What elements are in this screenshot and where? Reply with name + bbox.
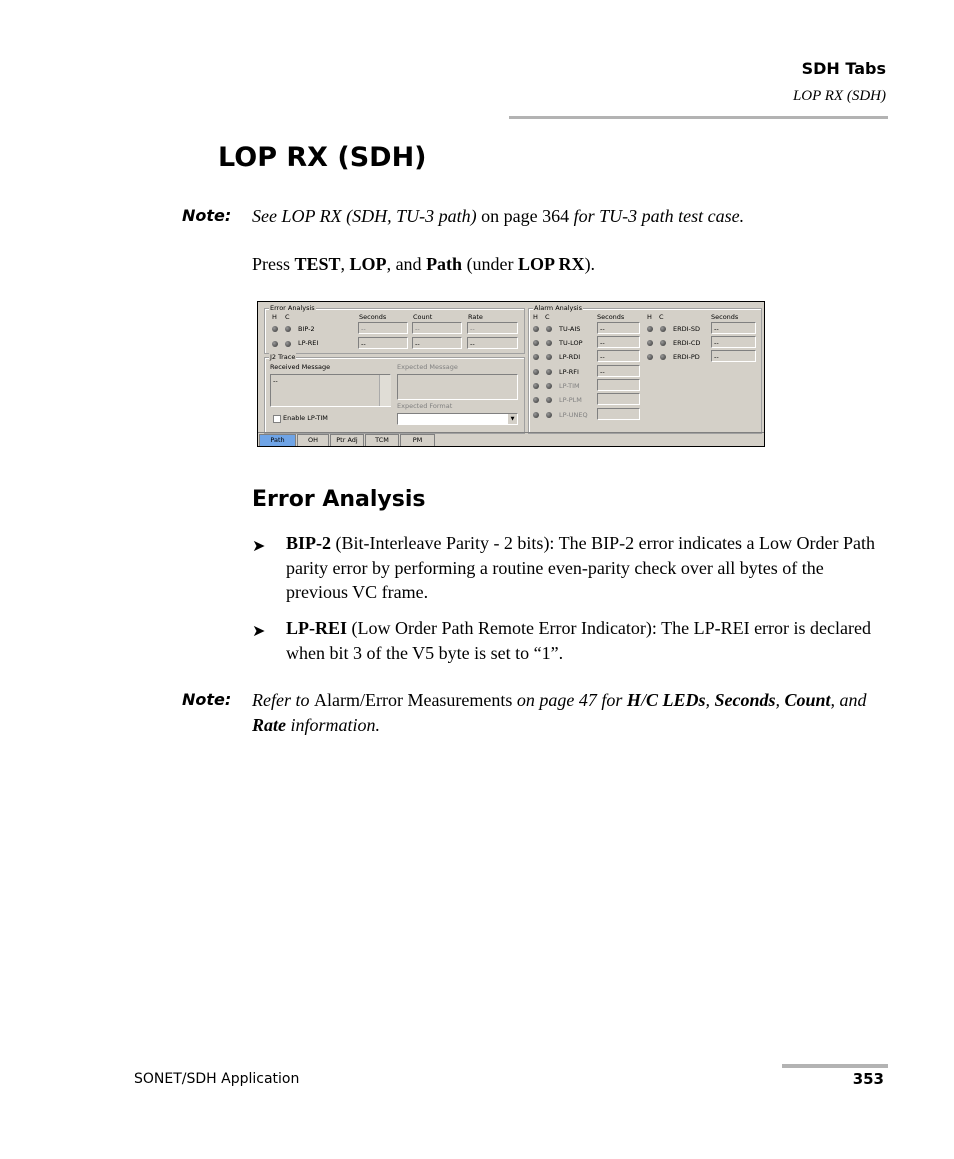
alarm-label: TU-AIS (559, 325, 581, 333)
led-c (660, 340, 666, 346)
footer-rule (782, 1064, 888, 1068)
note-link[interactable]: Alarm/Error Measurements (313, 690, 513, 710)
alarm-label: LP-RDI (559, 353, 581, 361)
tab-oh[interactable]: OH (297, 434, 329, 446)
led-c (546, 369, 552, 375)
h-label: H (647, 313, 652, 321)
led-c (660, 326, 666, 332)
field: -- (412, 322, 462, 334)
tab-ptr-adj[interactable]: Ptr Adj (330, 434, 364, 446)
row-label: LP-REI (298, 339, 319, 347)
led-h (533, 397, 539, 403)
col-rate: Rate (468, 313, 483, 321)
alarm-seconds-field: -- (711, 350, 756, 362)
note-text (252, 204, 744, 229)
alarm-seconds-field: -- (597, 365, 640, 377)
led-h (647, 340, 653, 346)
alarm-label: TU-LOP (559, 339, 583, 347)
t: information. (286, 714, 381, 735)
seconds-label: Seconds (711, 313, 739, 321)
seconds-label: Seconds (597, 313, 625, 321)
alarm-seconds-field: -- (597, 336, 640, 348)
group-title: J2 Trace (270, 353, 296, 361)
footer-left: SONET/SDH Application (134, 1071, 300, 1087)
alarm-label: ERDI-SD (673, 325, 701, 333)
led-c (546, 383, 552, 389)
t: TEST (294, 254, 341, 274)
header-subsection: LOP RX (SDH) (792, 88, 886, 104)
led-h (533, 369, 539, 375)
led-c (546, 412, 552, 418)
checkbox-label: Enable LP-TIM (283, 414, 328, 422)
led-h (533, 354, 539, 360)
group-title: Error Analysis (270, 304, 315, 312)
h-label: H (533, 313, 538, 321)
expected-message-field[interactable] (397, 374, 518, 400)
scrollbar[interactable] (379, 375, 391, 406)
t: Seconds (714, 690, 776, 710)
lop-rx-screenshot (257, 301, 765, 447)
bullet-bip2 (286, 531, 886, 605)
t: , (775, 690, 785, 710)
section-title: Error Analysis (252, 487, 426, 512)
format-label: Expected Format (397, 402, 453, 410)
bullet-lp-rei (286, 616, 886, 665)
tab-tcm[interactable]: TCM (365, 434, 399, 446)
led-c (285, 341, 291, 347)
alarm-label: ERDI-CD (673, 339, 701, 347)
t: Path (426, 254, 463, 274)
t: C LEDs (645, 690, 706, 710)
led-h (533, 412, 539, 418)
desc: (Bit-Interleave Parity - 2 bits): The BIP-2 error indicates a Low Order Path parity error by performing a routine even-parity check over all bytes of the previous VC frame. (286, 533, 876, 602)
led-h (272, 326, 278, 332)
alarm-label: LP-RFI (559, 368, 579, 376)
field: -- (358, 322, 408, 334)
led-h (533, 340, 539, 346)
c-label: C (285, 313, 290, 321)
page-number: 353 (852, 1070, 884, 1088)
row-label: BIP-2 (298, 325, 315, 333)
received-message-textarea[interactable]: -- (270, 374, 391, 407)
led-h (533, 383, 539, 389)
h-label: H (272, 313, 277, 321)
alarm-seconds-field (597, 393, 640, 405)
alarm-label: ERDI-PD (673, 353, 700, 361)
led-h (272, 341, 278, 347)
field: -- (467, 337, 518, 349)
alarm-seconds-field: -- (597, 322, 640, 334)
note-text (252, 688, 882, 737)
note-link[interactable]: See LOP RX (SDH, TU-3 path) (252, 206, 477, 226)
page-title: LOP RX (SDH) (218, 142, 427, 173)
group-title: Alarm Analysis (534, 304, 582, 312)
t: Refer to (252, 690, 314, 710)
header-rule (509, 116, 888, 119)
bullet-arrow-icon: ➤ (252, 538, 266, 555)
t: , and (386, 254, 427, 274)
led-c (546, 397, 552, 403)
c-label: C (659, 313, 664, 321)
t: , (340, 254, 350, 274)
received-label: Received Message (270, 363, 331, 371)
note-page: on page 364 (476, 206, 574, 226)
t: LOP (349, 254, 387, 274)
led-c (546, 340, 552, 346)
t: Rate (252, 714, 286, 735)
t: Count (784, 690, 831, 710)
note-label: Note: (182, 690, 232, 709)
col-seconds: Seconds (359, 313, 387, 321)
led-h (647, 326, 653, 332)
t: / (640, 690, 646, 710)
tab-path[interactable]: Path (259, 434, 296, 446)
led-h (647, 354, 653, 360)
enable-lp-tim-checkbox[interactable] (273, 415, 281, 423)
term: BIP-2 (286, 533, 331, 553)
t: H (626, 690, 641, 710)
alarm-label: LP-PLM (559, 396, 582, 404)
note-post: for TU-3 path test case. (573, 206, 745, 226)
term: LP-REI (286, 618, 348, 638)
led-h (533, 326, 539, 332)
alarm-seconds-field (597, 379, 640, 391)
expected-label: Expected Message (397, 363, 458, 371)
field: -- (412, 337, 462, 349)
alarm-seconds-field (597, 408, 640, 420)
led-c (660, 354, 666, 360)
led-c (546, 326, 552, 332)
chevron-down-icon[interactable]: ▼ (508, 414, 517, 424)
led-c (546, 354, 552, 360)
desc: (Low Order Path Remote Error Indicator): The LP-REI error is declared when bit 3 of the V5 byte is set to “1”. (286, 618, 871, 663)
alarm-label: LP-UNEQ (559, 411, 588, 419)
tab-pm[interactable]: PM (400, 434, 435, 446)
field: -- (358, 337, 408, 349)
c-label: C (545, 313, 550, 321)
header-section: SDH Tabs (801, 59, 886, 78)
t: (under (462, 254, 519, 274)
bullet-arrow-icon: ➤ (252, 623, 266, 640)
alarm-label: LP-TIM (559, 382, 580, 390)
expected-format-select[interactable] (397, 413, 518, 425)
field: -- (467, 322, 518, 334)
t: ). (584, 254, 596, 274)
led-c (285, 326, 291, 332)
alarm-seconds-field: -- (597, 350, 640, 362)
alarm-seconds-field: -- (711, 322, 756, 334)
note-label: Note: (182, 206, 232, 225)
col-count: Count (413, 313, 433, 321)
alarm-seconds-field: -- (711, 336, 756, 348)
t: Press (252, 254, 295, 274)
instruction (252, 252, 595, 277)
t: , (705, 690, 715, 710)
t: on page 47 for (512, 690, 627, 710)
t: , and (830, 690, 867, 710)
t: LOP RX (518, 254, 585, 274)
